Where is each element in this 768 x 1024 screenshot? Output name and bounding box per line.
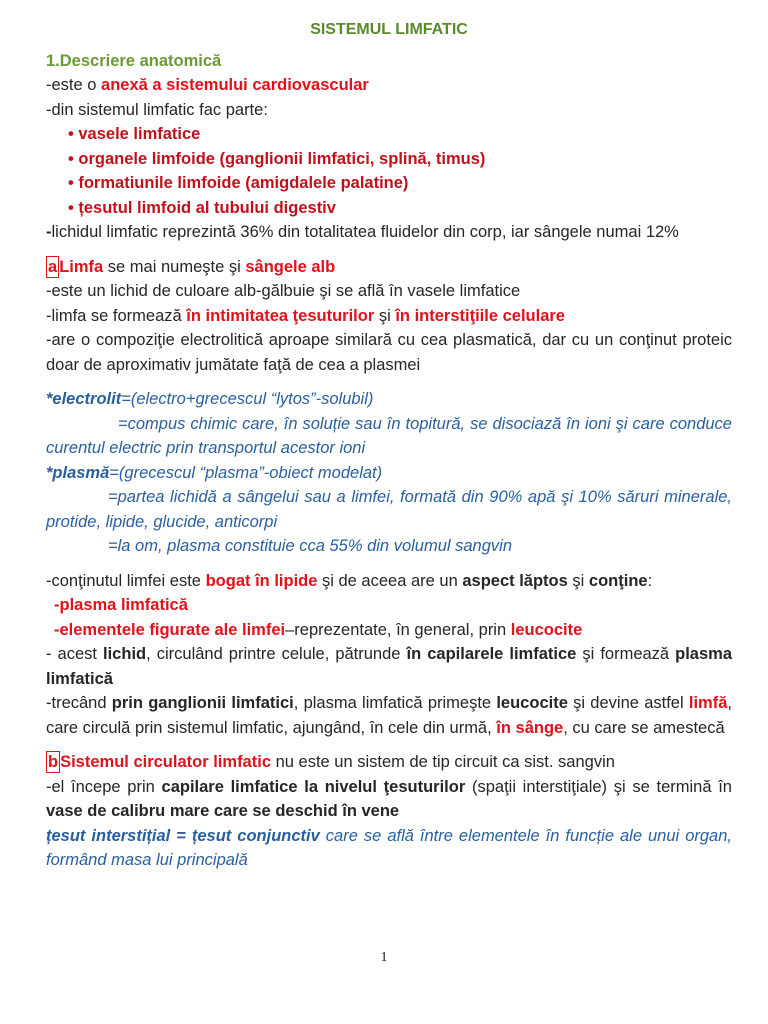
paragraph-line: -este o anexă a sistemului cardiovascular <box>46 76 369 94</box>
bullet-item: • vasele limfatice <box>68 125 201 143</box>
list-item: -elementele figurate ale limfei–reprezentate, în general, prin leucocite <box>54 620 583 639</box>
document-page <box>46 18 732 873</box>
definition-line: *plasmă=(grecescul “plasma”-obiect modelat) <box>46 463 383 482</box>
boxed-letter-b: b <box>48 753 59 771</box>
subsection-b-heading: b Sistemul circulator limfatic nu este un sistem de tip circuit ca sist. sangvin <box>48 753 615 771</box>
definition-text: =compus chimic care, în soluție sau în topitură, se disociază în ioni şi care conduce curentul electric prin transportul acestor ioni <box>46 414 732 457</box>
definition-line: *electrolit=(electro+grecescul “lytos”-solubil) <box>46 390 374 408</box>
paragraph: -lichidul limfatic reprezintă 36% din totalitatea fluidelor din corp, iar sângele numai 12% <box>46 223 679 241</box>
paragraph: - acest lichid, circulând printre celule, pătrunde în capilarele limfatice şi formează plasma limfatică <box>46 645 733 688</box>
list-item: -plasma limfatică <box>54 596 188 614</box>
definition-text: =la om, plasma constituie cca 55% din volumul sangvin <box>108 537 513 555</box>
subsection-a-heading: a Limfa se mai numeşte şi sângele alb <box>48 257 336 276</box>
bullet-item: • formatiunile limfoide (amigdalele palatine) <box>68 174 409 192</box>
definition-text: =partea lichidă a sângelui sau a limfei, formată din 90% apă şi 10% săruri minerale, protide, lipide, glucide, anticorpi <box>46 488 732 531</box>
paragraph: -conţinutul limfei este bogat în lipide şi de aceea are un aspect lăptos şi conţine: <box>46 571 653 590</box>
paragraph-line: -este un lichid de culoare alb-gălbuie şi se află în vasele limfatice <box>46 282 521 300</box>
paragraph: -are o compoziţie electrolitică aproape similară cu cea plasmatică, dar cu un conţinut proteic doar de aproximativ jumătate faţă de cea a plasmei <box>46 331 732 374</box>
bullet-item: • țesutul limfoid al tubului digestiv <box>68 198 336 217</box>
page-number: 1 <box>380 950 388 965</box>
boxed-letter-a: a <box>48 257 58 276</box>
section-heading: 1.Descriere anatomică <box>46 51 222 70</box>
bullet-item: • organele limfoide (ganglionii limfatici, splină, timus) <box>68 149 486 168</box>
paragraph: -el începe prin capilare limfatice la nivelul ţesuturilor (spaţii interstiţiale) şi se termină în vase de calibru mare care se deschid în vene <box>46 777 732 820</box>
paragraph-line: -limfa se formează în intimitatea ţesuturilor şi în interstiţiile celulare <box>46 306 565 325</box>
paragraph-line: -din sistemul limfatic fac parte: <box>46 100 268 119</box>
paragraph: -trecând prin ganglionii limfatici, plasma limfatică primeşte leucocite şi devine astfel limfă, care circulă prin sistemul limfatic, ajungând, în cele din urmă, în sânge, cu care se amestecă <box>46 694 732 737</box>
definition-text: țesut interstițial = țesut conjunctiv care se află între elementele în funcție ale unui organ, formând masa lui principală <box>46 826 732 869</box>
document-title: SISTEMUL LIMFATIC <box>310 21 468 38</box>
